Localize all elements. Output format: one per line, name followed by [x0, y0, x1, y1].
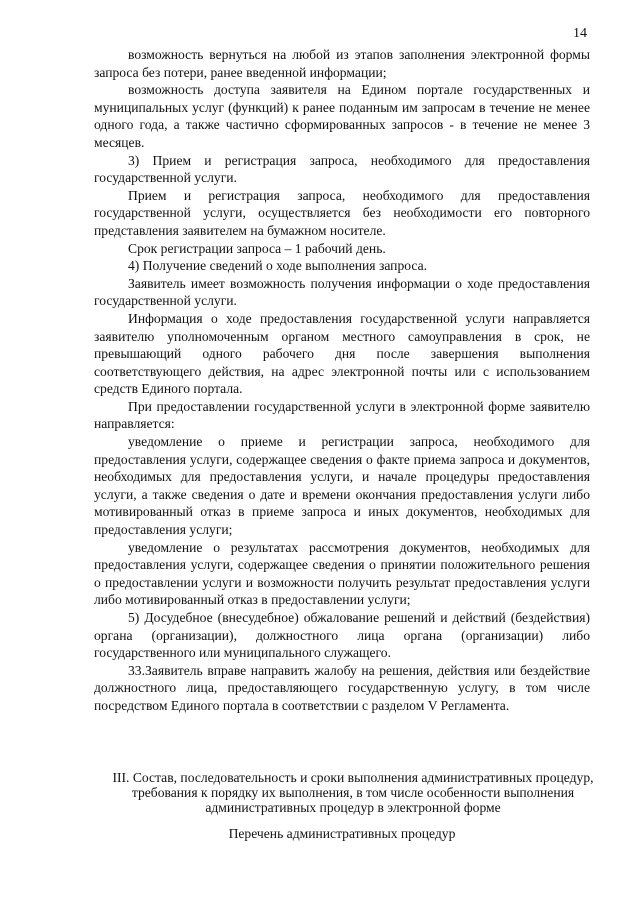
paragraph: уведомление о приеме и регистрации запроса, необходимого для предоставления услуги, содержащее сведения о факте приема запроса и документов, необходимых для предоставления услуги, и начале процедуры предоставления услуги, а также сведения о дате и времени окончания предоставления услуги либо мотивированный отказ в приеме запроса и иных документов, необходимых для предоставления услуги; — [94, 434, 590, 538]
page-number: 14 — [573, 26, 587, 41]
paragraph: 5) Досудебное (внесудебное) обжалование решений и действий (бездействия) органа (организации), должностного лица органа (организации) либо государственного или муниципального служащего. — [94, 610, 590, 661]
paragraph: Информация о ходе предоставления государственной услуги направляется заявителю уполномоченным органом местного самоуправления в срок, не превышающий одного рабочего дня после завершения выполнения соответствующего действия, на адрес электронной почты или с использованием средств Единого портала. — [94, 310, 590, 397]
paragraph: 33.Заявитель вправе направить жалобу на решения, действия или бездействие должностного лица, предоставляющего государственную услугу, в том числе посредством Единого портала в соответствии с разделом V Регламента. — [94, 662, 590, 713]
paragraph: уведомление о результатах рассмотрения документов, необходимых для предоставления услуги, содержащее сведения о принятии положительного решения о предоставлении услуги и возможности получить результат предоставления услуги либо мотивированный отказ в предоставлении услуги; — [94, 539, 590, 608]
paragraph: 4) Получение сведений о ходе выполнения запроса. — [128, 258, 428, 274]
body-text — [94, 46, 590, 715]
subheading: Перечень административных процедур — [228, 826, 456, 841]
paragraph: 3) Прием и регистрация запроса, необходимого для предоставления государственной услуги. — [94, 152, 590, 186]
paragraph: Срок регистрации запроса – 1 рабочий день. — [128, 240, 386, 256]
paragraph: Прием и регистрация запроса, необходимого для предоставления государственной услуги, осуществляется без необходимости его повторного представления заявителем на бумажном носителе. — [94, 187, 590, 238]
paragraph: При предоставлении государственной услуги в электронной форме заявителю направляется: — [94, 398, 590, 432]
paragraph: Заявитель имеет возможность получения информации о ходе предоставления государственной услуги. — [94, 275, 590, 309]
section-heading: III. Состав, последовательность и сроки выполнения административных процедур, требования к порядку их выполнения, в том числе особенности выполнения административных процедур в электронной форме — [112, 770, 594, 816]
paragraph: возможность вернуться на любой из этапов заполнения электронной формы запроса без потери, ранее введенной информации; — [94, 47, 590, 80]
paragraph: возможность доступа заявителя на Едином портале государственных и муниципальных услуг (функций) к ранее поданным им запросам в течение не менее одного года, а также частично сформированных запросов - в течение не менее 3 месяцев. — [94, 82, 590, 150]
